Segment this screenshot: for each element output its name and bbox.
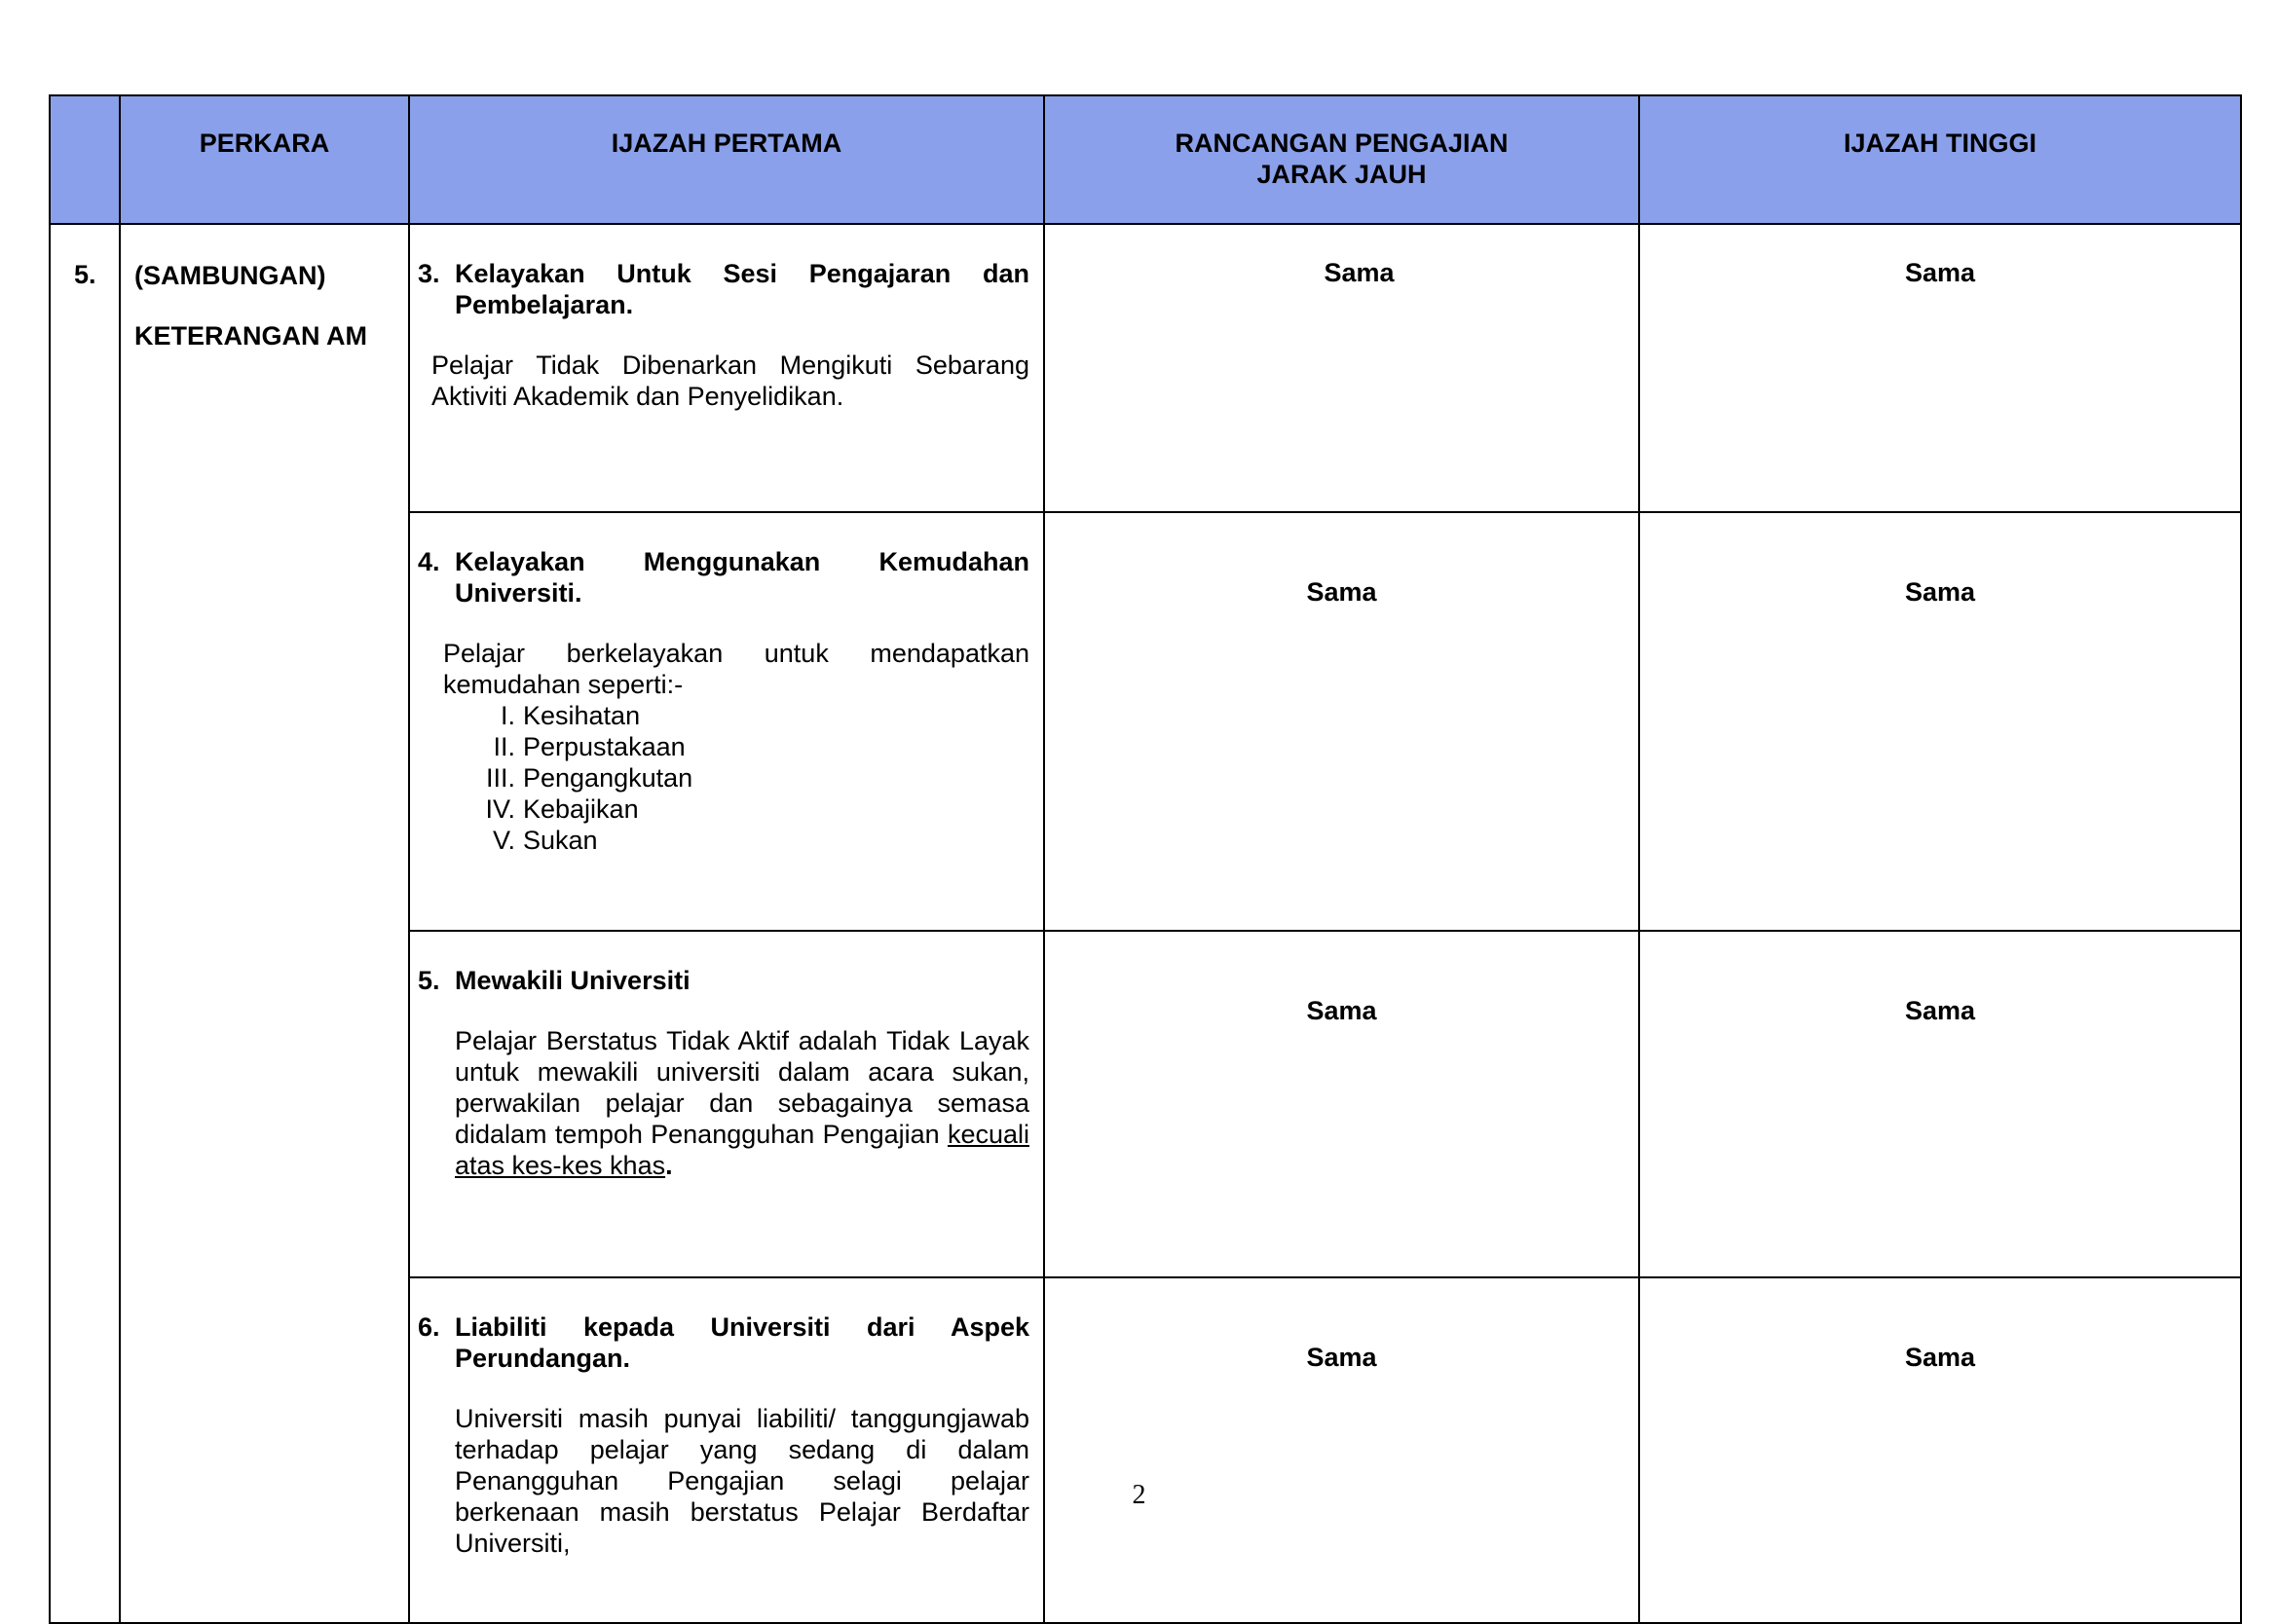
item-title: Liabiliti kepada Universiti dari Aspek Perundangan. <box>455 1312 1029 1373</box>
tinggi-value: Sama <box>1639 512 2241 931</box>
header-rpjj-line1: RANCANGAN PENGAJIAN <box>1175 129 1509 158</box>
item-title: Kelayakan Menggunakan Kemudahan Universiti. <box>455 547 1029 608</box>
rpjj-value: Sama <box>1044 1277 1639 1623</box>
list-item: III. Pengangkutan <box>485 763 693 793</box>
tinggi-value: Sama <box>1639 931 2241 1277</box>
header-perkara: PERKARA <box>120 95 409 224</box>
section-perkara <box>120 224 409 1623</box>
item-title: Kelayakan Untuk Sesi Pengajaran dan Pembelajaran. <box>455 259 1029 319</box>
table-row <box>50 224 2241 512</box>
item-body: Pelajar Berstatus Tidak Aktif adalah Tidak Layak untuk mewakili universiti dalam acara sukan, perwakilan pelajar dan sebagainya semasa didalam tempoh Penangguhan Pengajian kecuali atas kes-kes khas. <box>455 1026 1029 1180</box>
item-number: 5. <box>418 966 440 995</box>
perkara-line2: KETERANGAN AM <box>134 321 367 351</box>
item-title: Mewakili Universiti <box>455 966 691 995</box>
page-number: 2 <box>1132 1480 1146 1510</box>
rpjj-value: Sama <box>1044 931 1639 1277</box>
item-body: Pelajar berkelayakan untuk mendapatkan kemudahan seperti:- <box>443 639 1029 699</box>
header-ijazah-tinggi: IJAZAH TINGGI <box>1639 95 2241 224</box>
list-item: IV. Kebajikan <box>485 794 639 824</box>
header-number <box>50 95 120 224</box>
item-6-cell <box>409 1277 1044 1623</box>
facility-list <box>418 700 1029 856</box>
tinggi-value: Sama <box>1639 1277 2241 1623</box>
header-rpjj-line2: JARAK JAUH <box>1256 160 1427 189</box>
header-ijazah-pertama: IJAZAH PERTAMA <box>409 95 1044 224</box>
underlined-text: kecuali atas kes-kes khas <box>455 1120 1029 1180</box>
tinggi-value: Sama <box>1639 224 2241 512</box>
list-item: I. Kesihatan <box>500 701 641 730</box>
header-rpjj <box>1044 95 1639 224</box>
header-row <box>50 95 2241 224</box>
item-5-cell <box>409 931 1044 1277</box>
list-item: V. Sukan <box>492 826 598 855</box>
rpjj-value: Sama <box>1044 512 1639 931</box>
item-body: Pelajar Tidak Dibenarkan Mengikuti Sebarang Aktiviti Akademik dan Penyelidikan. <box>431 351 1029 411</box>
list-item: II. Perpustakaan <box>493 732 686 761</box>
item-number: 6. <box>418 1312 440 1342</box>
item-number: 4. <box>418 547 440 576</box>
section-number: 5. <box>50 224 120 1623</box>
policy-table <box>49 94 2242 1624</box>
item-body: Universiti masih punyai liabiliti/ tanggungjawab terhadap pelajar yang sedang di dalam Penangguhan Pengajian selagi pelajar berkenaan masih berstatus Pelajar Berdaftar Universiti, <box>455 1404 1029 1558</box>
item-3-cell <box>409 224 1044 512</box>
item-number: 3. <box>418 259 440 288</box>
rpjj-value: Sama <box>1044 224 1639 512</box>
perkara-line1: (SAMBUNGAN) <box>134 261 326 290</box>
item-4-cell <box>409 512 1044 931</box>
